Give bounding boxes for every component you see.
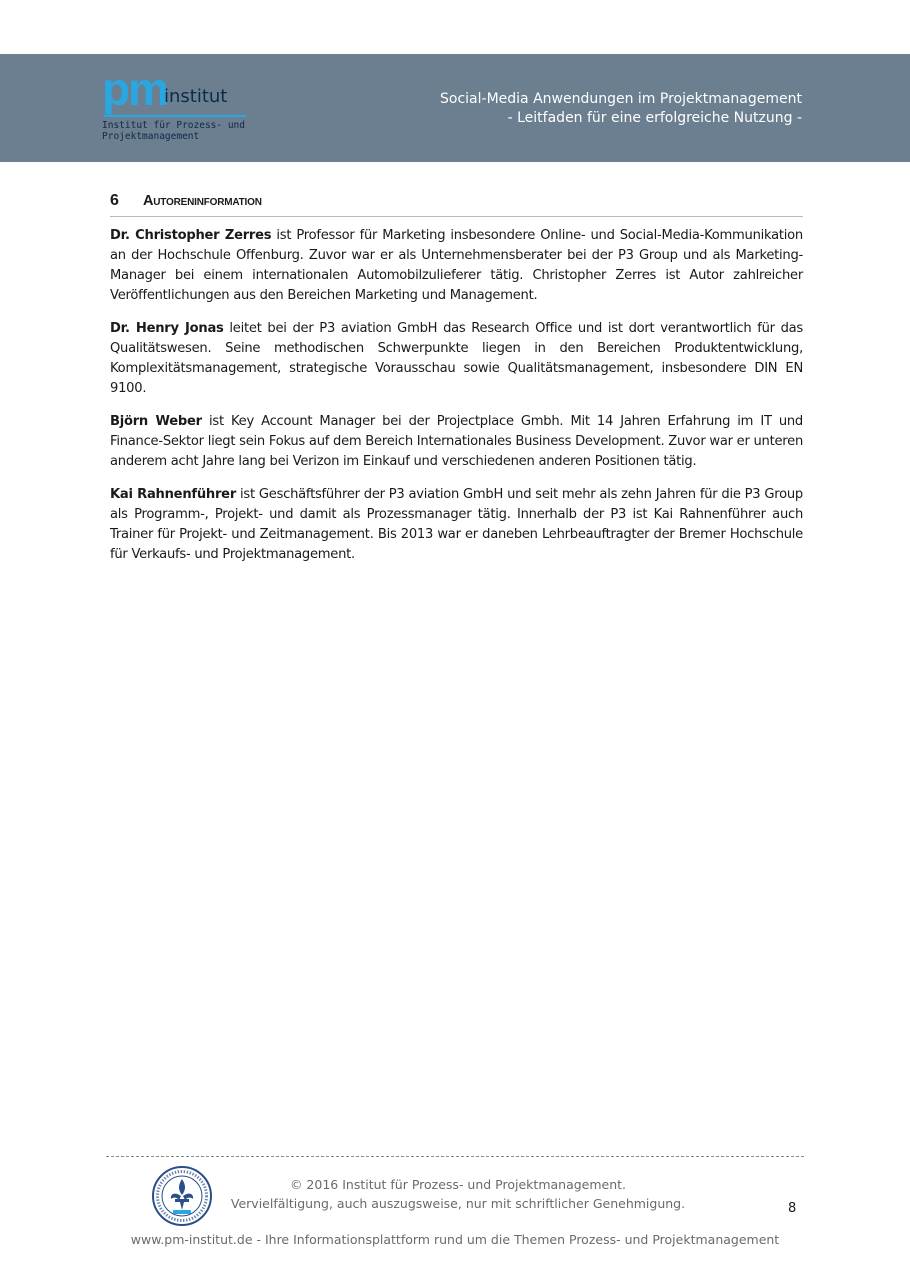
logo-subtitle — [102, 120, 245, 142]
author-name: Kai Rahnenführer — [110, 487, 237, 502]
section-heading — [110, 192, 803, 217]
author-name: Dr. Henry Jonas — [110, 321, 224, 336]
page-number: 8 — [788, 1201, 797, 1216]
author-information — [110, 226, 803, 578]
section-number: 6 — [110, 192, 119, 209]
logo-word: institut — [164, 86, 228, 107]
author-paragraph — [110, 412, 803, 472]
header-band — [0, 54, 910, 162]
logo-subtitle-line2: Projektmanagement — [102, 131, 200, 142]
document-title-line1: Social-Media Anwendungen im Projektmanagement — [440, 91, 802, 107]
institute-seal-icon — [151, 1165, 213, 1227]
document-subtitle: - Leitfaden für eine erfolgreiche Nutzung - — [507, 110, 802, 126]
author-bio: leitet bei der P3 aviation GmbH das Research Office und ist dort verantwortlich für das Qualitätswesen. Seine methodischen Schwerpunkte liegen in den Bereichen Produktentwicklung, Komplexitätsmanagement, strategische Vorausschau sowie Qualitätsmanagement, insbesondere DIN EN 9100. — [110, 321, 803, 396]
author-paragraph — [110, 226, 803, 306]
document-title — [440, 90, 802, 128]
author-bio: ist Professor für Marketing insbesondere Online- und Social-Media-Kommunikation an der Hochschule Offenburg. Zuvor war er als Unternehmensberater bei der P3 Group und als Marketing-Manager bei einem internationalen Automobilzulieferer tätig. Christopher Zerres ist Autor zahlreicher Veröffentlichungen aus den Bereichen Marketing und Management. — [110, 228, 803, 303]
author-name: Dr. Christopher Zerres — [110, 228, 272, 243]
section-title: Autoreninformation — [143, 193, 262, 209]
footer-copyright — [228, 1175, 688, 1213]
author-name: Björn Weber — [110, 414, 202, 429]
author-bio: ist Geschäftsführer der P3 aviation GmbH und seit mehr als zehn Jahren für die P3 Group als Programm-, Projekt- und damit als Prozessmanager tätig. Innerhalb der P3 ist Kai Rahnenführer auch Trainer für Projekt- und Zeitmanagement. Bis 2013 war er daneben Lehrbeauftragter der Bremer Hochschule für Verkaufs- und Projektmanagement. — [110, 487, 803, 562]
author-bio: ist Key Account Manager bei der Projectplace Gmbh. Mit 14 Jahren Erfahrung im IT und Finance-Sektor liegt sein Fokus auf dem Bereich Internationales Business Development. Zuvor war er unteren anderem acht Jahre lang bei Verizon im Einkauf und verschiedenen anderen Positionen tätig. — [110, 414, 803, 469]
footer-rights-line: Vervielfältigung, auch auszugsweise, nur mit schriftlicher Genehmigung. — [230, 1196, 686, 1211]
footer-divider — [106, 1156, 804, 1157]
pm-institut-logo — [102, 63, 262, 152]
logo-pm-mark: pm — [102, 63, 167, 115]
footer-copyright-line: © 2016 Institut für Prozess- und Projektmanagement. — [289, 1177, 627, 1192]
author-paragraph — [110, 319, 803, 399]
footer-url-line: www.pm-institut.de - Ihre Informationsplattform rund um die Themen Prozess- und Projektmanagement — [130, 1232, 780, 1247]
logo-subtitle-line1: Institut für Prozess- und — [102, 120, 245, 131]
author-paragraph — [110, 485, 803, 565]
logo-underline — [104, 115, 246, 117]
